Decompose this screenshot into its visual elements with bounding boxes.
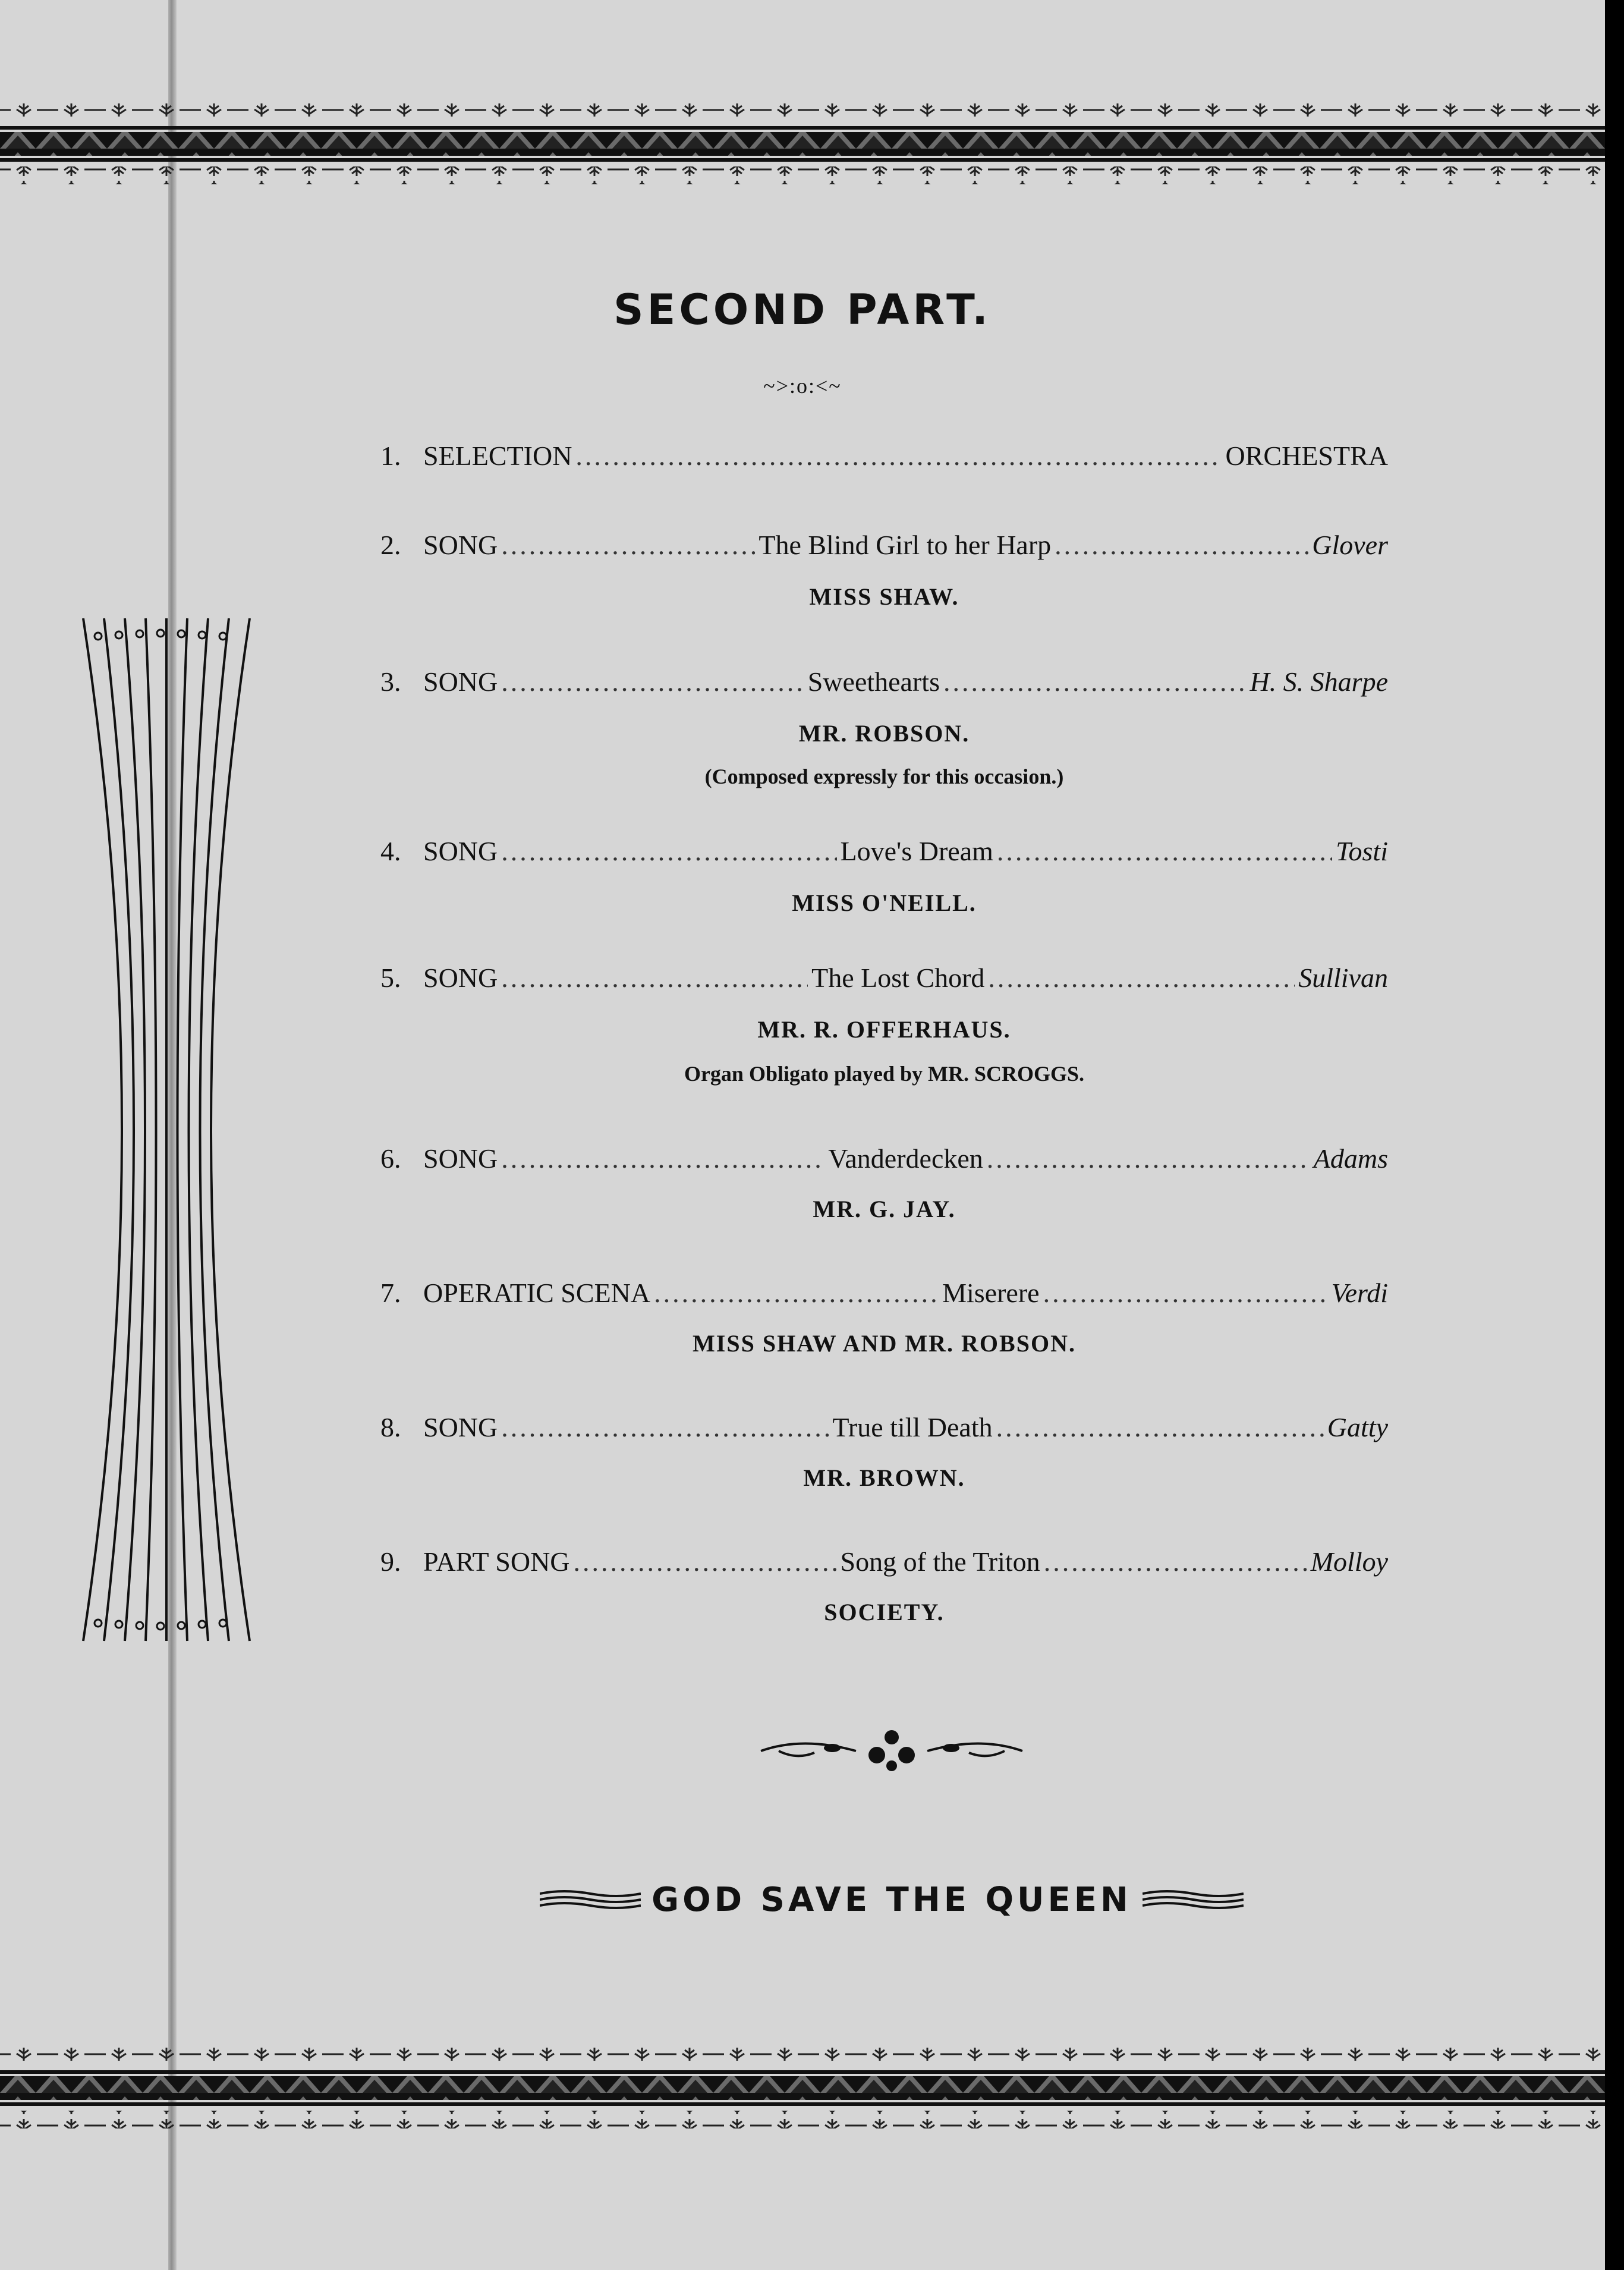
program-item-9 xyxy=(380,1546,1388,1593)
item-type: SELECTION xyxy=(423,441,572,471)
closing-text: GOD SAVE THE QUEEN xyxy=(652,1880,1132,1919)
item-title: Love's Dream xyxy=(840,836,993,866)
item-number: 2. xyxy=(380,530,401,560)
dot-leader xyxy=(574,1546,837,1577)
item-composer: Tosti xyxy=(1336,836,1388,866)
item-type: SONG xyxy=(423,1412,498,1442)
dot-leader xyxy=(988,962,1295,993)
item-type: SONG xyxy=(423,530,498,560)
item-number: 4. xyxy=(380,836,401,866)
item-composer: Molloy xyxy=(1310,1546,1389,1577)
item-performer: SOCIETY. xyxy=(824,1599,945,1626)
item-number: 1. xyxy=(380,441,401,471)
title-flourish: ~>:o:<~ xyxy=(763,374,842,398)
item-number: 3. xyxy=(380,666,401,697)
page-title: SECOND PART. xyxy=(613,285,992,334)
dot-leader xyxy=(501,1411,829,1443)
item-composer: H. S. Sharpe xyxy=(1250,666,1388,697)
item-performer: MISS SHAW. xyxy=(809,583,959,610)
item-type: SONG xyxy=(423,836,498,866)
closing-line xyxy=(535,1873,1248,1926)
item-performer: MISS O'NEILL. xyxy=(792,889,977,916)
item-performer: MISS SHAW AND MR. ROBSON. xyxy=(693,1330,1076,1357)
dot-leader xyxy=(1044,1546,1307,1577)
program-item-8 xyxy=(380,1411,1388,1459)
dot-leader xyxy=(1043,1277,1328,1309)
program-item-3 xyxy=(380,666,1388,713)
dot-leader xyxy=(997,835,1332,867)
item-title: The Blind Girl to her Harp xyxy=(759,530,1052,560)
item-performer: MR. R. OFFERHAUS. xyxy=(757,1016,1011,1043)
item-type: SONG xyxy=(423,666,498,697)
item-composer: Adams xyxy=(1313,1143,1389,1174)
bottom-ornamental-border xyxy=(0,2045,1605,2134)
dot-leader xyxy=(987,1143,1310,1174)
program-item-7 xyxy=(380,1277,1388,1325)
program-item-4 xyxy=(380,835,1388,883)
item-title: True till Death xyxy=(832,1412,993,1442)
dot-leader xyxy=(501,835,836,867)
item-number: 5. xyxy=(380,963,401,993)
top-ornamental-border xyxy=(0,101,1605,190)
wheat-sheaf-ornament xyxy=(71,600,262,1659)
item-title: Sweethearts xyxy=(807,666,940,697)
item-title: Miserere xyxy=(942,1278,1040,1308)
item-title: The Lost Chord xyxy=(811,963,985,993)
left-wave-rule xyxy=(540,1888,641,1911)
item-performer: MR. BROWN. xyxy=(803,1464,965,1491)
item-performer: MR. ROBSON. xyxy=(798,720,970,747)
program-item-1 xyxy=(380,440,1388,488)
item-type: SONG xyxy=(423,963,498,993)
floral-ornament xyxy=(755,1724,1028,1778)
dot-leader xyxy=(501,1143,824,1174)
item-type: PART SONG xyxy=(423,1546,570,1577)
dot-leader xyxy=(654,1277,939,1309)
dot-leader xyxy=(996,1411,1324,1443)
program-item-6 xyxy=(380,1143,1388,1190)
dot-leader xyxy=(501,666,804,697)
item-title: Vanderdecken xyxy=(828,1143,983,1174)
item-number: 6. xyxy=(380,1143,401,1174)
item-composer: Verdi xyxy=(1331,1278,1388,1308)
item-title: Song of the Triton xyxy=(840,1546,1040,1577)
item-number: 8. xyxy=(380,1412,401,1442)
item-composer: Sullivan xyxy=(1298,963,1388,993)
item-composer: Glover xyxy=(1312,530,1389,560)
item-type: SONG xyxy=(423,1143,498,1174)
item-number: 9. xyxy=(380,1546,401,1577)
item-type: OPERATIC SCENA xyxy=(423,1278,651,1308)
dot-leader xyxy=(575,440,1222,471)
program-item-5 xyxy=(380,962,1388,1010)
program-item-2 xyxy=(380,529,1388,577)
item-performer: MR. G. JAY. xyxy=(813,1196,956,1222)
item-note: Organ Obligato played by MR. SCROGGS. xyxy=(684,1062,1085,1086)
item-performer: ORCHESTRA xyxy=(1225,441,1388,471)
dot-leader xyxy=(1055,529,1308,561)
dot-leader xyxy=(943,666,1246,697)
item-composer: Gatty xyxy=(1327,1412,1388,1442)
item-number: 7. xyxy=(380,1278,401,1308)
right-wave-rule xyxy=(1143,1888,1244,1911)
dot-leader xyxy=(501,529,755,561)
item-note: (Composed expressly for this occasion.) xyxy=(704,765,1064,788)
dot-leader xyxy=(501,962,808,993)
